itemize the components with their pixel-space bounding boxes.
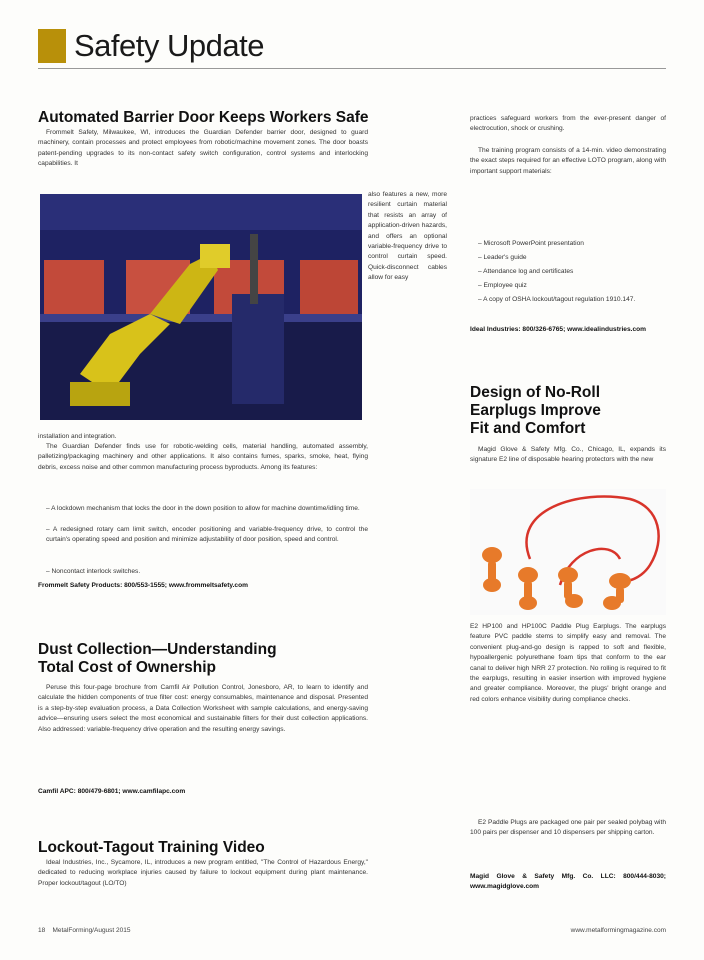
training-program-text: The training program consists of a 14-min. video demonstrating the exact steps required for an effective LOTO program, along with important support materials: — [470, 147, 666, 175]
article-text-continued: installation and integration. — [38, 433, 117, 440]
earplugs-intro: Magid Glove & Safety Mfg. Co., Chicago, IL, expands its signature E2 line of disposable hearing protectors with the new — [470, 446, 666, 464]
earplugs-packaging: E2 Paddle Plugs are packaged one pair per sealed polybag with 100 pairs per dispenser and 10 dispensers per shipping carton. — [470, 819, 666, 837]
feature-item: – A lockdown mechanism that locks the door in the down position to allow for machine downtime/idling time. — [46, 505, 360, 512]
footer-website: www.metalformingmagazine.com — [570, 927, 666, 934]
article-text-beside-photo: also features a new, more resilient curtain material that resists an array of application-driven hazards, and offers an optional variable-frequency drive to control curtain speed. Quick-disconnect cables allow for easy — [368, 191, 447, 282]
materials-item: – Attendance log and certificates — [478, 268, 574, 275]
article-text-col2-start: practices safeguard workers from the ever-present danger of electrocution, shock or crushing. — [470, 115, 666, 133]
article-title-barrier-door: Automated Barrier Door Keeps Workers Safe — [38, 109, 369, 126]
article-features-intro: The Guardian Defender finds use for robotic-welding cells, material handling, automated assembly, palletizing/packaging machinery and other applications. It also contains fumes, sparks, smoke, heat, flying debris, excess noise and other common manufacturing process byproducts. Among its features: — [38, 443, 368, 471]
barrier-door-photo — [40, 194, 362, 420]
materials-item: – Microsoft PowerPoint presentation — [478, 240, 584, 247]
section-title: Safety Update — [74, 28, 264, 63]
earplugs-photo — [470, 489, 666, 615]
materials-item: – Employee quiz — [478, 282, 527, 289]
article-intro: Frommelt Safety, Milwaukee, WI, introduces the Guardian Defender barrier door, designed to guard machinery, contain processes and protect employees from robotic/machine movement zones. The door boasts patent-pending upgrades to its non-contact safety switch configuration, control systems and interlocking capabilities. It — [38, 129, 368, 168]
article-title-earplugs-2: Earplugs Improve — [470, 402, 601, 419]
feature-item: – A redesigned rotary cam limit switch, encoder positioning and variable-frequency drive, to control the curtain's operating speed and position and minimize adjustability of door position, speed and control. — [46, 526, 368, 544]
article-title-dust-2: Total Cost of Ownership — [38, 659, 216, 676]
article-title-dust-1: Dust Collection—Understanding — [38, 641, 277, 658]
contact-camfil: Camfil APC: 800/479-6801; www.camfilapc.com — [38, 788, 186, 795]
feature-item: – Noncontact interlock switches. — [46, 568, 141, 575]
contact-frommelt: Frommelt Safety Products: 800/553-1555; www.frommeltsafety.com — [38, 582, 248, 589]
dust-collection-text: Peruse this four-page brochure from Camfil Air Pollution Control, Jonesboro, AR, to learn to identify and calculate the hidden components of true filter cost: energy consumables, maintenance and disposal. Presented is a step-by-step evaluation process, a Data Collection Worksheet with sample calculations, and energy-saving advice—ensuring users select the most economical and sustainable filters for their dust collection applications. Also addressed: variable-frequency drive operation and the resulting energy savings. — [38, 684, 368, 733]
earplugs-illustration — [470, 489, 666, 615]
earplugs-features: E2 HP100 and HP100C Paddle Plug Earplugs. The earplugs feature PVC paddle stems to simplify easy and removal. The convenient plug-and-go design is rapped to soft and flexible, hypoallergenic polyurethane foam tips that conform to the ear canal to deliver high NRR 27 protection. No rolling is required to fit the earplugs, resulting in easier insertion with improved hygiene and greater compliance. Moreover, the plugs' bright orange and red colors enhance visibility during compliance checks. — [470, 623, 666, 703]
materials-item: – A copy of OSHA lockout/tagout regulation 1910.147. — [478, 296, 636, 303]
materials-item: – Leader's guide — [478, 254, 527, 261]
article-title-lockout: Lockout-Tagout Training Video — [38, 839, 265, 856]
lockout-text: Ideal Industries, Inc., Sycamore, IL, introduces a new program entitled, "The Control of Hazardous Energy," dedicated to reducing workplace injuries caused by failure to lockout equipment during plant maintenance. Proper lockout/tagout (LO/TO) — [38, 859, 368, 887]
article-title-earplugs-1: Design of No-Roll — [470, 384, 601, 401]
footer-page-info: 18 MetalForming/August 2015 — [38, 927, 131, 934]
contact-magid: Magid Glove & Safety Mfg. Co. LLC: 800/444-8030; www.magidglove.com — [470, 873, 666, 891]
header-divider — [38, 68, 666, 69]
robot-cell-illustration — [40, 194, 362, 420]
section-color-block — [38, 29, 66, 63]
contact-ideal: Ideal Industries: 800/326-6765; www.idealindustries.com — [470, 326, 647, 333]
article-title-earplugs-3: Fit and Comfort — [470, 420, 586, 437]
